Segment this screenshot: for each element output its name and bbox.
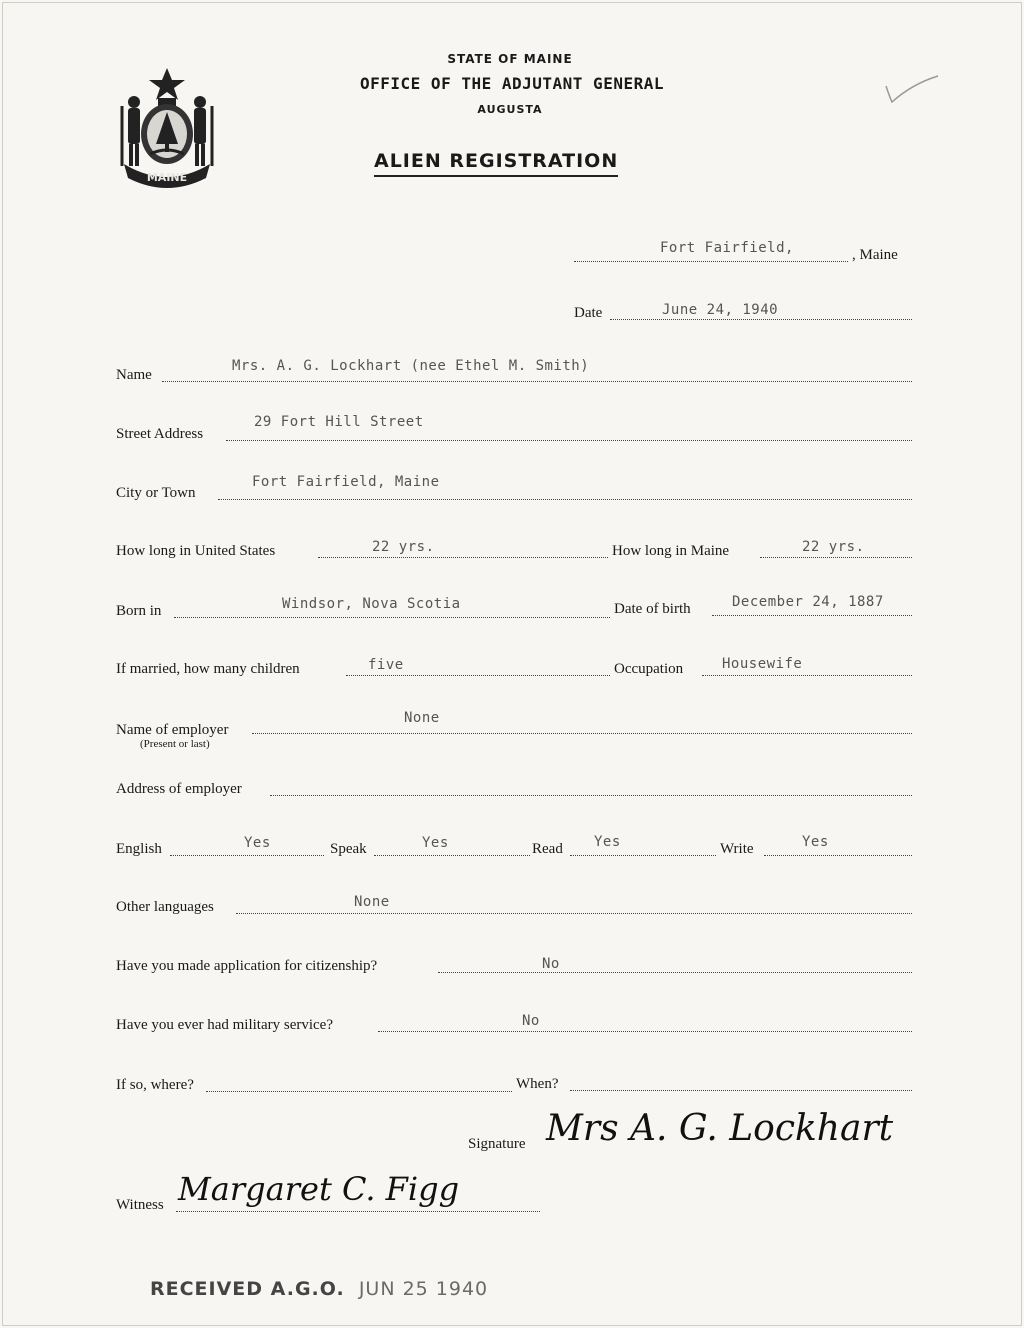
name-label: Name	[116, 367, 152, 383]
signature-handwriting: Mrs A. G. Lockhart	[546, 1108, 894, 1149]
speak-line	[374, 855, 530, 856]
children-value: five	[368, 657, 404, 673]
dob-line	[712, 615, 912, 616]
street-line	[226, 440, 912, 441]
occupation-value: Housewife	[722, 656, 803, 672]
children-line	[346, 675, 610, 676]
maine-years-line	[760, 557, 912, 558]
born-label: Born in	[116, 603, 162, 619]
english-label: English	[116, 841, 162, 857]
dob-label: Date of birth	[614, 601, 691, 617]
where-label: If so, where?	[116, 1077, 194, 1093]
town-line	[218, 499, 912, 500]
read-label: Read	[532, 841, 563, 857]
speak-value: Yes	[422, 835, 449, 851]
seal-label: MAINE	[146, 171, 188, 184]
citizenship-label: Have you made application for citizenship?	[116, 958, 378, 974]
us-years-label: How long in United States	[116, 543, 276, 559]
us-years-line	[318, 557, 608, 558]
other-languages-label: Other languages	[116, 899, 214, 915]
write-label: Write	[720, 841, 754, 857]
stamp-date: JUN 25 1940	[358, 1278, 489, 1300]
write-value: Yes	[802, 834, 829, 850]
born-value: Windsor, Nova Scotia	[282, 596, 461, 612]
when-label: When?	[516, 1076, 559, 1092]
name-line	[162, 381, 912, 382]
signature-label: Signature	[468, 1136, 526, 1152]
english-line	[170, 855, 324, 856]
occupation-label: Occupation	[614, 661, 684, 677]
other-languages-value: None	[354, 894, 390, 910]
employer-line	[252, 733, 912, 734]
witness-line	[176, 1211, 540, 1212]
office-heading: OFFICE OF THE ADJUTANT GENERAL	[360, 74, 664, 93]
witness-label: Witness	[116, 1197, 164, 1213]
name-value: Mrs. A. G. Lockhart (nee Ethel M. Smith)	[232, 358, 590, 374]
military-value: No	[522, 1013, 540, 1029]
employer-address-label: Address of employer	[116, 781, 242, 797]
check-mark-icon	[882, 72, 942, 106]
place-value: Fort Fairfield,	[660, 240, 794, 256]
read-value: Yes	[594, 834, 621, 850]
date-line	[610, 319, 912, 320]
received-stamp	[150, 1278, 488, 1300]
military-label: Have you ever had military service?	[116, 1017, 333, 1033]
stamp-prefix: RECEIVED A.G.O.	[150, 1278, 345, 1300]
employer-address-line	[270, 795, 912, 796]
born-line	[174, 617, 610, 618]
state-heading: STATE OF MAINE	[447, 52, 573, 66]
occupation-line	[702, 675, 912, 676]
town-label: City or Town	[116, 485, 196, 501]
employer-label: Name of employer	[116, 722, 229, 738]
city-heading: AUGUSTA	[477, 103, 543, 116]
maine-years-label: How long in Maine	[612, 543, 730, 559]
children-label: If married, how many children	[116, 661, 300, 677]
write-line	[764, 855, 912, 856]
date-value: June 24, 1940	[662, 302, 779, 318]
other-languages-line	[236, 913, 912, 914]
where-line	[206, 1091, 512, 1092]
employer-sublabel: (Present or last)	[140, 738, 210, 750]
witness-handwriting: Margaret C. Figg	[178, 1170, 460, 1208]
street-value: 29 Fort Hill Street	[254, 414, 424, 430]
maine-years-value: 22 yrs.	[802, 539, 865, 555]
us-years-value: 22 yrs.	[372, 539, 435, 555]
date-label: Date	[574, 305, 603, 321]
place-suffix: , Maine	[852, 247, 898, 263]
read-line	[570, 855, 716, 856]
citizenship-line	[438, 972, 912, 973]
dob-value: December 24, 1887	[732, 594, 884, 610]
town-value: Fort Fairfield, Maine	[252, 474, 440, 490]
military-line	[378, 1031, 912, 1032]
employer-value: None	[404, 710, 440, 726]
when-line	[570, 1090, 912, 1091]
street-label: Street Address	[116, 426, 204, 442]
form-title: ALIEN REGISTRATION	[374, 150, 618, 177]
citizenship-value: No	[542, 956, 560, 972]
place-line	[574, 261, 848, 262]
english-value: Yes	[244, 835, 271, 851]
speak-label: Speak	[330, 841, 367, 857]
